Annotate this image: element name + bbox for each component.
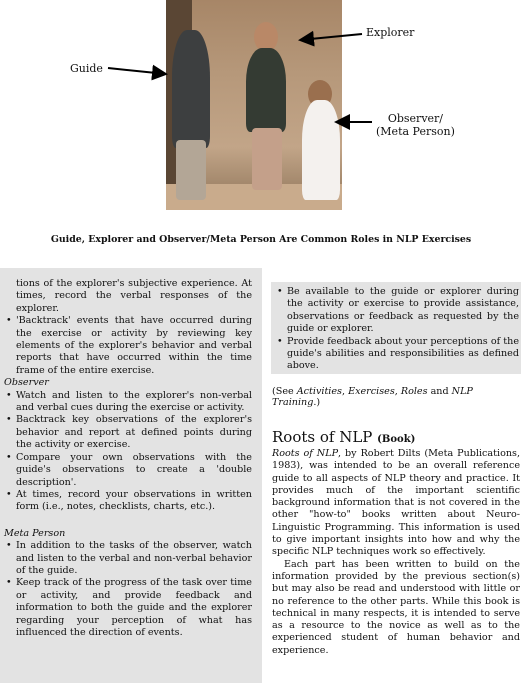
right-bullet-1: • Be available to the guide or explorer during the activity or exercise to provide assistance, observations or feedback as requested by the guide or explorer. [275,286,519,336]
see-also-reference [272,386,520,408]
guide-figure [172,30,210,148]
roots-paragraph-2: Each part has been written to build on the information provided by the previous section(s) but may also be read and understood with little or no reference to the other parts. While this book is technical in many respects, it is intended to serve as a resource to the novice as well as to the experienced student of human behavior and experience. [272,558,520,656]
see-also-comma-1: , [341,386,349,397]
meta-bullet-2: • Keep track of the progress of the task over time or activity, and provide feedback and information to both the guide and the explorer regarding your perception of what has influenced the direction of events. [4,577,252,639]
explorer-figure [246,48,286,132]
intro-continuation: tions of the explorer's subjective experience. At times, record the verbal responses of the explorer. [16,278,252,314]
roots-title-text: Roots of NLP [272,428,373,446]
roots-paragraph-1 [272,448,520,559]
observer-bullet-3: • Compare your own observations with the guide's observations to create a 'double description'. [4,452,252,489]
figure-caption: Guide, Explorer and Observer/Meta Person Are Common Roles in NLP Exercises [50,234,472,245]
right-column [275,286,519,373]
book-tag: (Book) [377,434,416,445]
observer-bullet-2: • Backtrack key observations of the explorer's behavior and report at defined points during the activity or exercise. [4,414,252,451]
roots-of-nlp-body [272,448,520,657]
meta-bullet-1: • In addition to the tasks of the observer, watch and listen to the verbal and non-verbal behavior of the guide. [4,540,252,577]
see-also-roles: Roles [400,386,428,397]
roots-paragraph-1-text: , by Robert Dilts (Meta Publications, 1983), was intended to be an overall reference guide to all aspects of NLP theory and practice. It provides much of the important scientific background information that is not covered in the other "how-to" books written about Neuro-Linguistic Programming. This information is used to give important insights into how and why the specific NLP techniques work so effectively. [272,448,520,558]
observer-figure [302,100,340,200]
see-also-suffix: .) [313,397,321,408]
guide-label: Guide [70,62,103,75]
left-column [4,278,252,639]
right-bullet-2: • Provide feedback about your perceptions of the guide's abilities and responsibilities as defined above. [275,336,519,373]
roots-book-title: Roots of NLP [272,448,339,459]
roles-photo [166,0,342,210]
backtrack-bullet: • 'Backtrack' events that have occurred during the exercise or activity by reviewing key elements of the explorer's behavior and verbal reports that have occurred within the time frame of the entire exercise. [4,315,252,377]
see-also-comma-2: , [394,386,401,397]
observer-bullet-4: • At times, record your observations in written form (i.e., notes, checklists, charts, etc.). [4,489,252,514]
explorer-label: Explorer [366,26,415,39]
observer-heading: Observer [4,377,49,389]
explorer-legs [252,128,282,190]
see-also-exercises: Exercises [348,386,395,397]
roots-of-nlp-heading [272,428,415,446]
guide-arrow [108,68,166,74]
see-also-and: and [427,386,452,397]
observer-bullet-1: • Watch and listen to the explorer's non-verbal and verbal cues during the exercise or activity. [4,390,252,415]
meta-person-heading: Meta Person [4,527,66,539]
observer-label: Observer/ (Meta Person) [376,112,455,138]
guide-legs [176,140,206,200]
see-also-nlp-training: NLP Training [272,386,473,408]
see-also-activities: Activities [296,386,342,397]
see-also-prefix: (See [272,386,297,397]
